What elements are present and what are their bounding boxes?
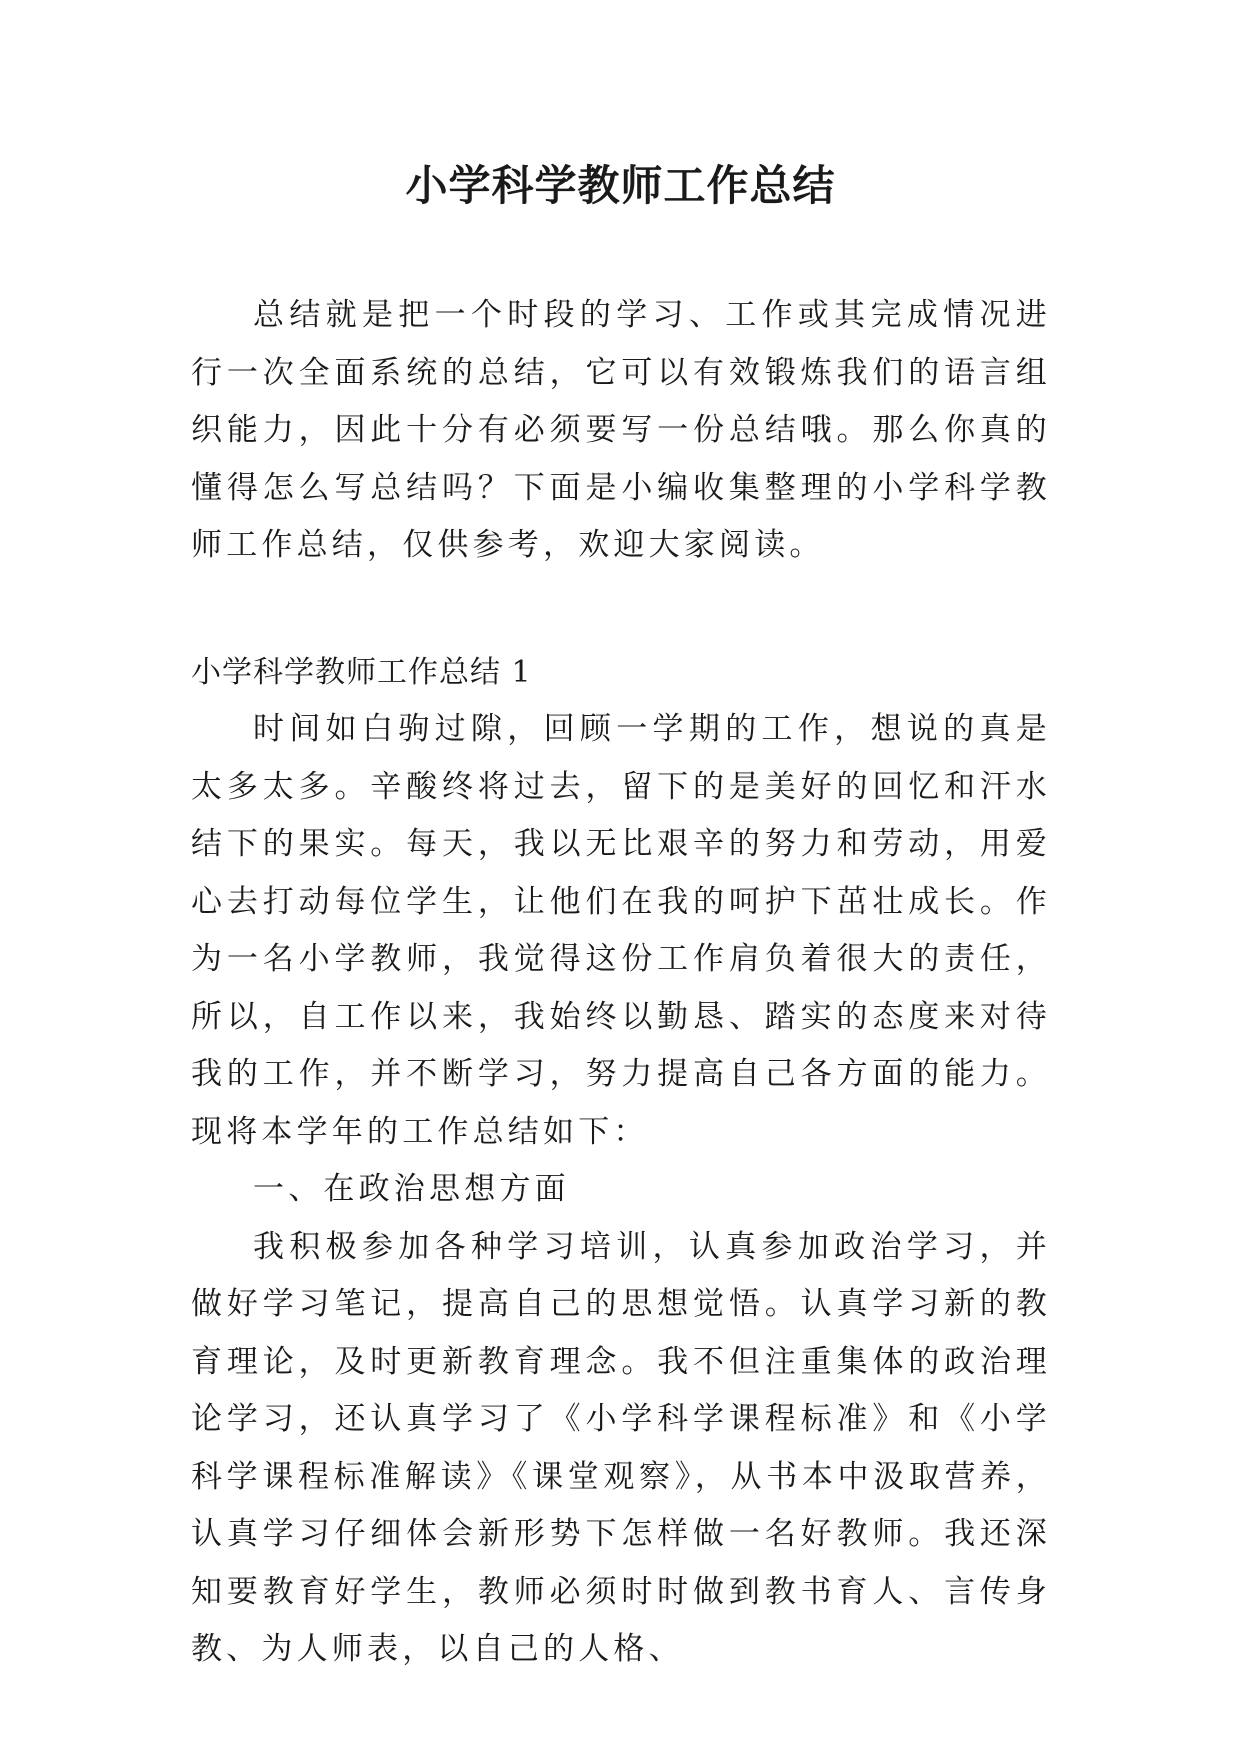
intro-paragraph: 总结就是把一个时段的学习、工作或其完成情况进行一次全面系统的总结，它可以有效锻炼我们的语言组织能力，因此十分有必须要写一份总结哦。那么你真的懂得怎么写总结吗？下面是小编收集整理的小学科学教师工作总结，仅供参考，欢迎大家阅读。	[191, 297, 1051, 563]
document-title: 小学科学教师工作总结	[405, 161, 836, 210]
document-body	[191, 287, 1051, 1679]
body-paragraph: 我积极参加各种学习培训，认真参加政治学习，并做好学习笔记，提高自己的思想觉悟。认真学习新的教育理论，及时更新教育理念。我不但注重集体的政治理论学习，还认真学习了《小学科学课程标准》和《小学科学课程标准解读》《课堂观察》，从书本中汲取营养，认真学习仔细体会新形势下怎样做一名好教师。我还深知要教育好学生，教师必须时时做到教书育人、言传身教、为人师表，以自己的人格、	[191, 1228, 1051, 1667]
section-spacer	[191, 575, 1051, 644]
subheading: 一、在政治思想方面	[253, 1171, 570, 1207]
section-heading: 小学科学教师工作总结 1	[191, 654, 532, 690]
body-paragraph: 时间如白驹过隙，回顾一学期的工作，想说的真是太多太多。辛酸终将过去，留下的是美好的回忆和汗水结下的果实。每天，我以无比艰辛的努力和劳动，用爱心去打动每位学生，让他们在我的呵护下茁壮成长。作为一名小学教师，我觉得这份工作肩负着很大的责任，所以，自工作以来，我始终以勤恳、踏实的态度来对待我的工作，并不断学习，努力提高自己各方面的能力。现将本学年的工作总结如下：	[191, 711, 1051, 1150]
